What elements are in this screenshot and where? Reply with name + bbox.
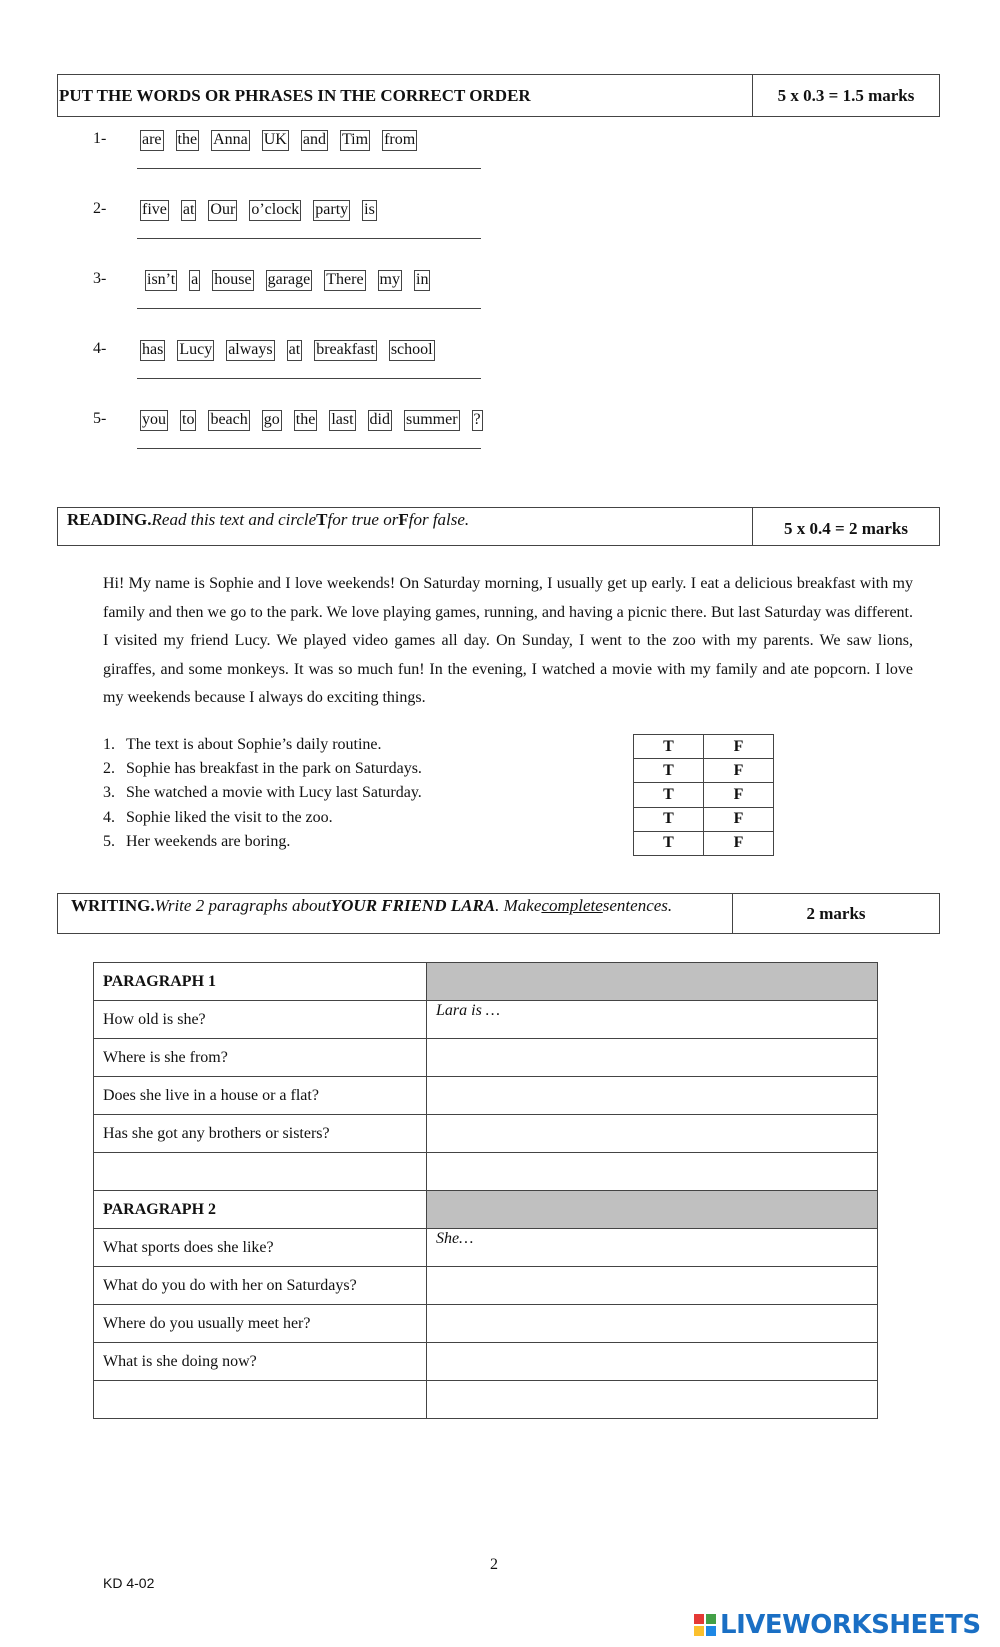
reading-passage: Hi! My name is Sophie and I love weekends! On Saturday morning, I usually get up early. I eat a delicious breakfast with my family and then we go to the park. We love playing games, running, and having a picnic there. But last Saturday was different. I visited my friend Lucy. We played video games all day. On Sunday, I went to the zoo with my parents. We saw lions, giraffes, and some monkeys. It was so much fun! In the evening, I watched a movie with my family and ate popcorn. I love my weekends because I always do exciting things. xyxy=(103,575,913,706)
true-option[interactable]: T xyxy=(634,807,704,831)
true-false-row xyxy=(634,759,774,783)
guide-question: Does she live in a house or a flat? xyxy=(94,1077,427,1115)
reading-instr-a: Read this text and circle xyxy=(151,510,317,529)
brand-square xyxy=(694,1626,704,1636)
word-chip[interactable]: my xyxy=(378,270,402,291)
reading-instructions xyxy=(58,508,753,545)
brand-square xyxy=(706,1614,716,1624)
false-option[interactable]: F xyxy=(704,783,774,807)
guide-question: What do you do with her on Saturdays? xyxy=(94,1267,427,1305)
word-chip[interactable]: last xyxy=(329,410,355,431)
statement-number: 3. xyxy=(103,784,115,802)
page-number: 2 xyxy=(490,1556,498,1573)
word-chip[interactable]: to xyxy=(180,410,196,431)
question-row xyxy=(94,1001,878,1039)
blank-row xyxy=(94,1381,878,1419)
reading-instr-c: for false. xyxy=(408,510,470,529)
order-item-number: 1- xyxy=(93,130,107,147)
writing-section-header xyxy=(57,893,940,934)
guide-question: Where do you usually meet her? xyxy=(94,1305,427,1343)
brand-square xyxy=(694,1614,704,1624)
word-chip-group xyxy=(145,270,442,291)
paragraph-heading-row xyxy=(94,963,878,1001)
guide-question: Where is she from? xyxy=(94,1039,427,1077)
writing-instr-e: sentences. xyxy=(602,896,673,915)
answer-cell[interactable] xyxy=(427,1153,878,1191)
brand-name: LIVEWORKSHEETS xyxy=(720,1610,981,1640)
false-option[interactable]: F xyxy=(704,807,774,831)
true-option[interactable]: T xyxy=(634,735,704,759)
writing-instr-b: YOUR FRIEND LARA xyxy=(330,896,496,915)
reading-section-marks: 5 x 0.4 = 2 marks xyxy=(784,518,908,538)
word-chip[interactable]: party xyxy=(313,200,350,221)
word-chip[interactable]: breakfast xyxy=(314,340,377,361)
word-chip[interactable]: school xyxy=(389,340,435,361)
word-chip[interactable]: beach xyxy=(208,410,249,431)
word-chip[interactable]: is xyxy=(362,200,377,221)
liveworksheets-logo xyxy=(694,1610,981,1640)
guide-question: Has she got any brothers or sisters? xyxy=(94,1115,427,1153)
document-code: KD 4-02 xyxy=(103,1575,155,1591)
statement-text: Her weekends are boring. xyxy=(126,832,291,850)
reading-instr-t: T xyxy=(316,510,328,529)
order-item-number: 4- xyxy=(93,340,107,357)
word-chip[interactable]: Anna xyxy=(211,130,250,151)
reading-section-header xyxy=(57,507,940,546)
word-chip[interactable]: at xyxy=(181,200,197,221)
paragraph-heading-row xyxy=(94,1191,878,1229)
true-false-row xyxy=(634,735,774,759)
answer-line[interactable] xyxy=(137,168,481,169)
writing-title: WRITING. xyxy=(71,896,155,915)
false-option[interactable]: F xyxy=(704,735,774,759)
answer-cell[interactable]: Lara is … xyxy=(427,1001,878,1039)
writing-section-marks: 2 marks xyxy=(806,903,866,923)
question-row xyxy=(94,1039,878,1077)
word-chip-group xyxy=(140,410,495,431)
writing-instructions xyxy=(58,894,733,933)
true-false-row xyxy=(634,783,774,807)
answer-cell[interactable] xyxy=(427,1039,878,1077)
reading-instr-f: F xyxy=(398,510,409,529)
statement-number: 4. xyxy=(103,808,115,826)
order-item-number: 3- xyxy=(93,270,107,287)
answer-line[interactable] xyxy=(137,448,481,449)
word-chip[interactable]: at xyxy=(287,340,303,361)
question-row xyxy=(94,1267,878,1305)
order-item xyxy=(93,410,493,460)
true-option[interactable]: T xyxy=(634,831,704,855)
statement-text: Sophie liked the visit to the zoo. xyxy=(126,808,333,826)
statement-item xyxy=(103,830,422,854)
statement-item xyxy=(103,733,422,757)
writing-instr-a: Write 2 paragraphs about xyxy=(154,896,331,915)
word-chip[interactable]: a xyxy=(189,270,200,291)
answer-line[interactable] xyxy=(137,238,481,239)
answer-cell[interactable] xyxy=(427,1077,878,1115)
answer-line[interactable] xyxy=(137,308,481,309)
reading-title: READING. xyxy=(67,510,152,529)
statement-item xyxy=(103,806,422,830)
statement-item xyxy=(103,781,422,805)
word-chip[interactable]: always xyxy=(226,340,274,361)
word-chip[interactable]: has xyxy=(140,340,165,361)
paragraph-heading: PARAGRAPH 2 xyxy=(94,1191,427,1229)
word-chip[interactable]: isn’t xyxy=(145,270,177,291)
order-item xyxy=(93,200,493,250)
guide-question: What sports does she like? xyxy=(94,1229,427,1267)
order-item-number: 2- xyxy=(93,200,107,217)
statement-item xyxy=(103,757,422,781)
order-item xyxy=(93,340,493,390)
word-chip-group xyxy=(140,200,389,221)
answer-cell[interactable] xyxy=(427,1343,878,1381)
order-item xyxy=(93,270,493,320)
statement-text: Sophie has breakfast in the park on Saturdays. xyxy=(126,760,422,778)
word-chip[interactable]: did xyxy=(368,410,392,431)
writing-table xyxy=(93,962,878,1419)
true-false-row xyxy=(634,831,774,855)
true-false-table xyxy=(633,734,774,856)
statement-text: The text is about Sophie’s daily routine. xyxy=(126,736,382,753)
word-chip-group xyxy=(140,340,447,361)
answer-cell[interactable] xyxy=(427,1381,878,1419)
statement-number: 5. xyxy=(103,832,115,850)
blank-cell[interactable] xyxy=(94,1381,427,1419)
answer-cell[interactable]: She… xyxy=(427,1229,878,1267)
true-false-row xyxy=(634,807,774,831)
word-chip[interactable]: There xyxy=(324,270,365,291)
answer-cell[interactable] xyxy=(427,1115,878,1153)
statement-list xyxy=(103,733,422,854)
word-chip[interactable]: the xyxy=(294,410,318,431)
word-chip[interactable]: garage xyxy=(266,270,313,291)
word-chip[interactable]: you xyxy=(140,410,168,431)
false-option[interactable]: F xyxy=(704,831,774,855)
answer-cell[interactable] xyxy=(427,1305,878,1343)
order-section-header xyxy=(57,74,940,117)
word-chip[interactable]: in xyxy=(414,270,430,291)
false-option[interactable]: F xyxy=(704,759,774,783)
word-chip[interactable]: house xyxy=(212,270,253,291)
word-chip[interactable]: Our xyxy=(208,200,237,221)
statement-text: She watched a movie with Lucy last Saturday. xyxy=(126,784,422,802)
word-chip[interactable]: the xyxy=(176,130,200,151)
true-option[interactable]: T xyxy=(634,783,704,807)
order-section-title: PUT THE WORDS OR PHRASES IN THE CORRECT ORDER xyxy=(58,75,753,116)
word-chip[interactable]: summer xyxy=(404,410,460,431)
blank-cell[interactable] xyxy=(94,1153,427,1191)
word-chip-group xyxy=(140,130,429,151)
liveworksheets-icon xyxy=(694,1614,716,1636)
question-row xyxy=(94,1115,878,1153)
statement-number: 2. xyxy=(103,760,115,778)
word-chip[interactable]: from xyxy=(382,130,417,151)
word-chip[interactable]: are xyxy=(140,130,164,151)
guide-question: What is she doing now? xyxy=(94,1343,427,1381)
word-chip[interactable]: Lucy xyxy=(177,340,214,361)
writing-instr-c: . Make xyxy=(495,896,542,915)
blank-row xyxy=(94,1153,878,1191)
word-chip[interactable]: UK xyxy=(262,130,289,151)
order-item-number: 5- xyxy=(93,410,107,427)
order-item xyxy=(93,130,493,180)
question-row xyxy=(94,1343,878,1381)
question-row xyxy=(94,1229,878,1267)
writing-instr-d: complete xyxy=(541,896,603,915)
shaded-cell xyxy=(427,963,878,1001)
guide-question: How old is she? xyxy=(94,1001,427,1039)
word-chip[interactable]: ? xyxy=(472,410,483,431)
statement-number: 1. xyxy=(103,736,115,753)
reading-instr-b: for true or xyxy=(327,510,399,529)
word-chip[interactable]: and xyxy=(301,130,328,151)
word-chip[interactable]: five xyxy=(140,200,169,221)
brand-square xyxy=(706,1626,716,1636)
shaded-cell xyxy=(427,1191,878,1229)
word-chip[interactable]: Tim xyxy=(340,130,370,151)
question-row xyxy=(94,1305,878,1343)
order-section-marks: 5 x 0.3 = 1.5 marks xyxy=(777,85,915,105)
true-option[interactable]: T xyxy=(634,759,704,783)
word-chip[interactable]: go xyxy=(262,410,282,431)
answer-line[interactable] xyxy=(137,378,481,379)
word-chip[interactable]: o’clock xyxy=(249,200,301,221)
paragraph-heading: PARAGRAPH 1 xyxy=(94,963,427,1001)
answer-cell[interactable] xyxy=(427,1267,878,1305)
question-row xyxy=(94,1077,878,1115)
